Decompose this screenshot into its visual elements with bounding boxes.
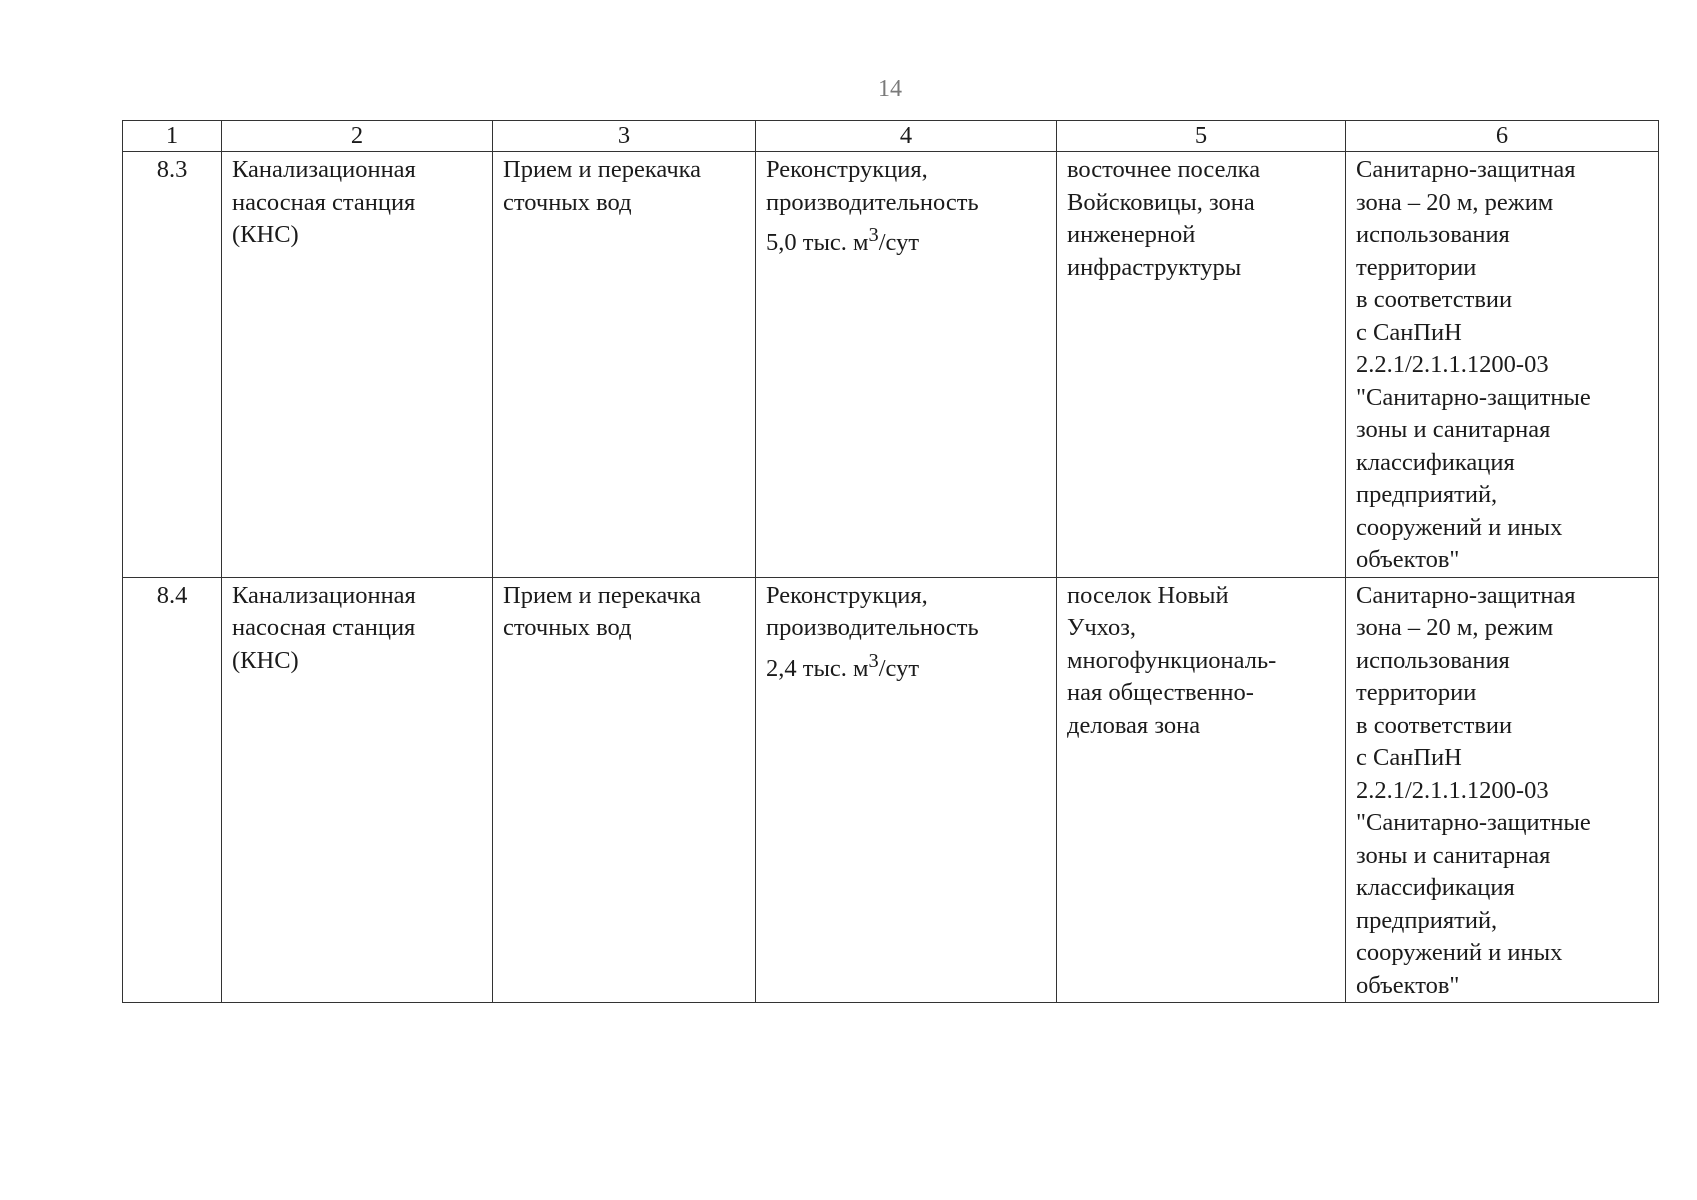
table-row — [123, 577, 1659, 1003]
column-header-3: 3 — [493, 121, 756, 152]
characteristics-text: Реконструкция, производительность 2,4 тыс. м — [766, 581, 979, 682]
characteristics-unit: /сут — [878, 229, 920, 257]
characteristics-text: Реконструкция, производительность 5,0 тыс. м — [766, 156, 979, 257]
protection-zone-cell: Санитарно-защитная зона – 20 м, режим использования территории в соответствии с СанПиН 2.2.1/2.1.1.1200-03 "Санитарно-защитные зоны и санитарная классификация предприятий, сооружений и иных объектов" — [1346, 152, 1659, 578]
data-table — [122, 120, 1659, 1003]
protection-zone-cell: Санитарно-защитная зона – 20 м, режим использования территории в соответствии с СанПиН 2.2.1/2.1.1.1200-03 "Санитарно-защитные зоны и санитарная классификация предприятий, сооружений и иных объектов" — [1346, 577, 1659, 1003]
object-name-cell: Канализационная насосная станция (КНС) — [222, 577, 493, 1003]
purpose-cell: Прием и перекачка сточных вод — [493, 152, 756, 578]
table-row — [123, 152, 1659, 578]
row-number-cell: 8.4 — [123, 577, 222, 1003]
row-number-cell: 8.3 — [123, 152, 222, 578]
page-number: 14 — [878, 76, 902, 102]
table-header-row — [123, 121, 1659, 152]
column-header-5: 5 — [1057, 121, 1346, 152]
location-cell: восточнее поселка Войсковицы, зона инженерной инфраструктуры — [1057, 152, 1346, 578]
unit-exponent: 3 — [868, 224, 879, 246]
object-name-cell: Канализационная насосная станция (КНС) — [222, 152, 493, 578]
column-header-2: 2 — [222, 121, 493, 152]
characteristics-unit: /сут — [878, 654, 920, 682]
column-header-1: 1 — [123, 121, 222, 152]
unit-exponent: 3 — [868, 649, 879, 672]
characteristics-cell — [756, 152, 1057, 578]
location-cell: поселок Новый Учхоз, многофункциональ- ная общественно- деловая зона — [1057, 577, 1346, 1003]
column-header-6: 6 — [1346, 121, 1659, 152]
column-header-4: 4 — [756, 121, 1057, 152]
purpose-cell: Прием и перекачка сточных вод — [493, 577, 756, 1003]
characteristics-cell — [756, 577, 1057, 1003]
